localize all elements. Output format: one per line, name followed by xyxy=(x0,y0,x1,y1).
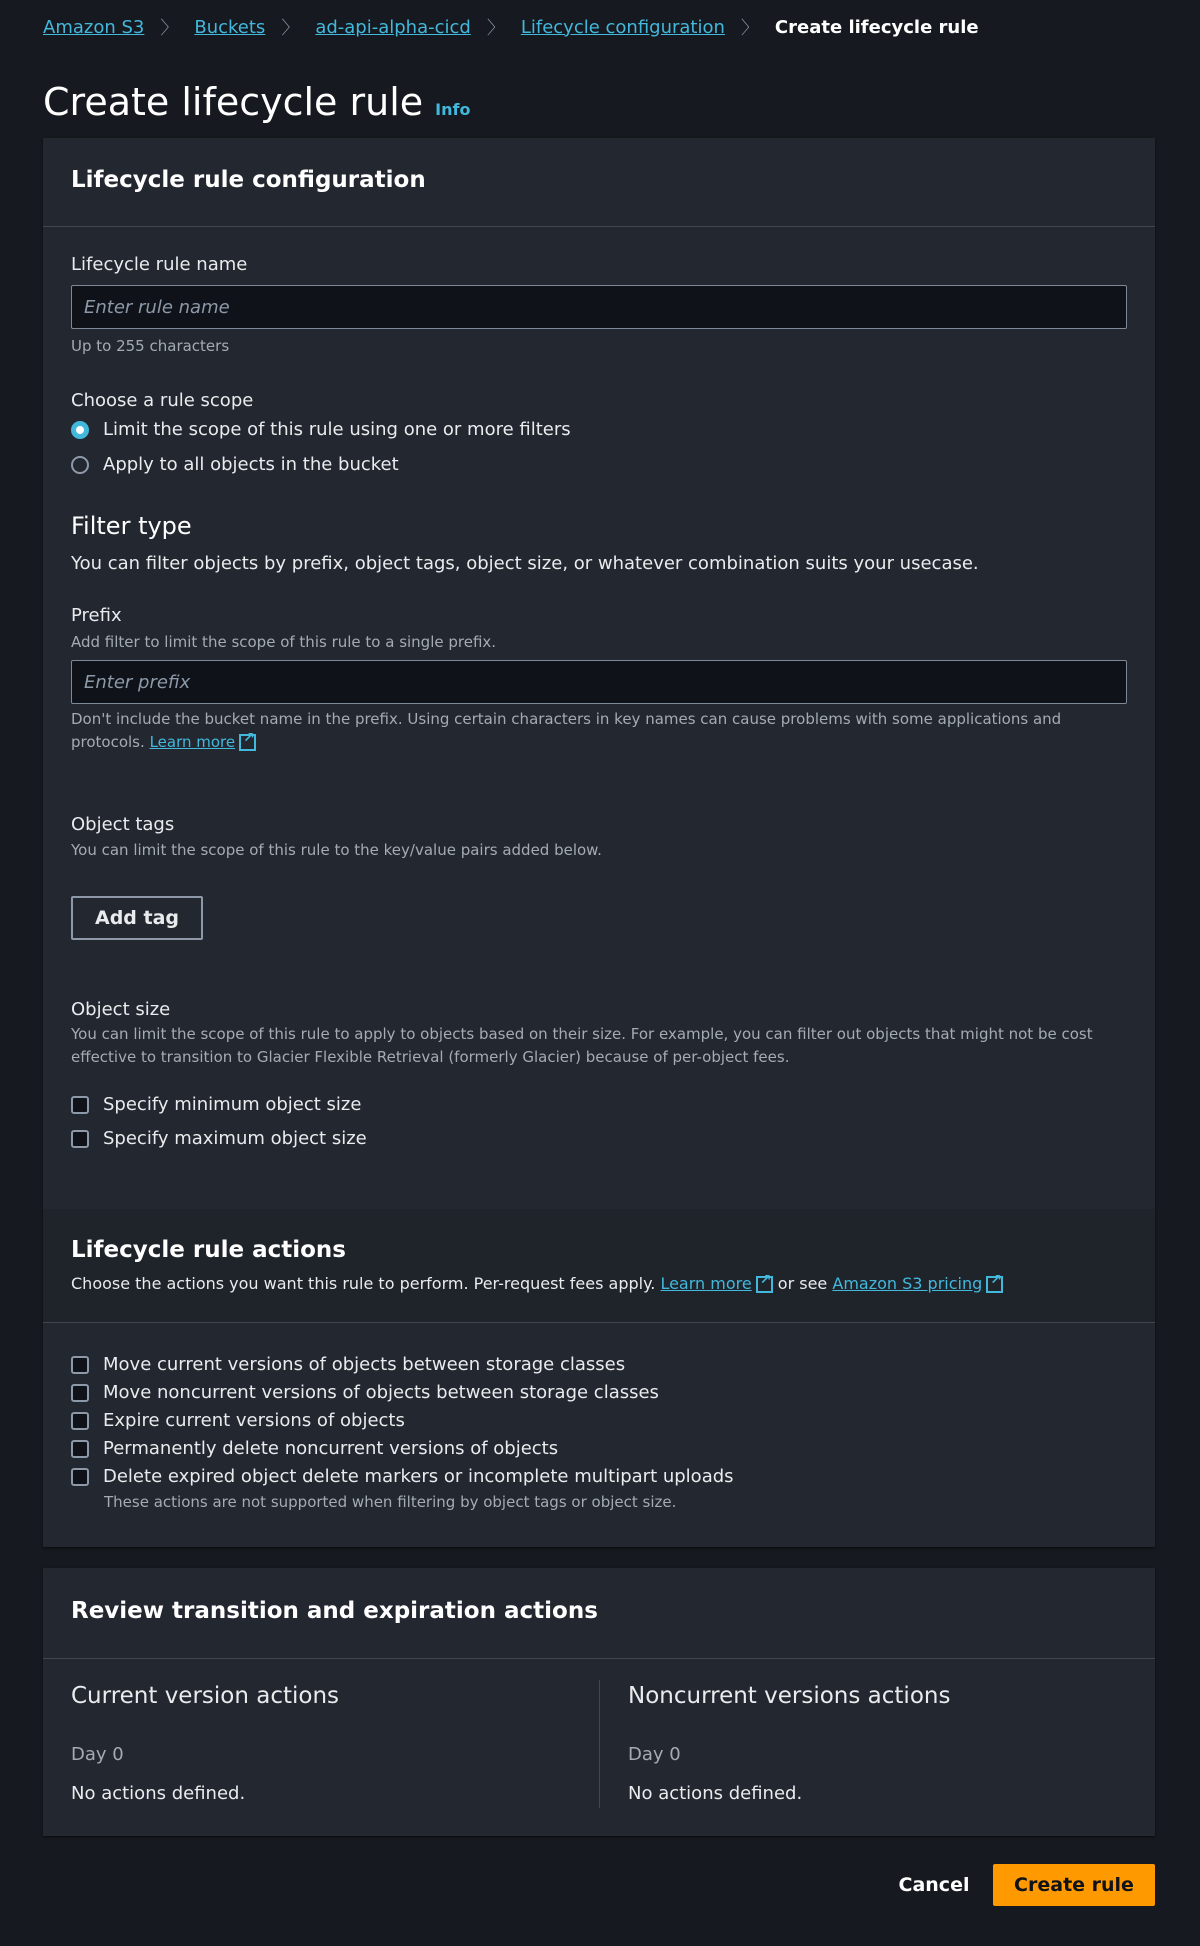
actions-desc xyxy=(71,1274,1003,1293)
checkbox[interactable] xyxy=(71,1384,89,1402)
current-none: No actions defined. xyxy=(71,1783,246,1804)
create-rule-button[interactable]: Create rule xyxy=(993,1864,1155,1906)
breadcrumb xyxy=(43,14,979,40)
or-see-text: or see xyxy=(777,1274,828,1293)
breadcrumb-amazon-s3[interactable]: Amazon S3 xyxy=(43,16,145,38)
lifecycle-config-panel xyxy=(43,138,1155,1547)
checkbox[interactable] xyxy=(71,1130,89,1148)
page-title-text: Create lifecycle rule xyxy=(43,80,424,124)
external-link-icon xyxy=(756,1276,773,1293)
object-tags-sub: You can limit the scope of this rule to the key/value pairs added below. xyxy=(71,841,602,859)
scope-option-filter[interactable] xyxy=(71,419,571,440)
noncurrent-version-title: Noncurrent versions actions xyxy=(628,1683,951,1709)
action-checkbox-1[interactable] xyxy=(71,1354,625,1375)
rule-name-label: Lifecycle rule name xyxy=(71,254,248,275)
learn-more-link[interactable]: Learn more xyxy=(149,733,236,751)
review-panel xyxy=(43,1568,1155,1836)
filter-type-desc: You can filter objects by prefix, object tags, object size, or whatever combination suits your usecase. xyxy=(71,553,979,574)
prefix-note-2 xyxy=(71,733,256,751)
scope-label: Choose a rule scope xyxy=(71,390,254,411)
external-link-icon xyxy=(239,734,256,751)
actions-note: These actions are not supported when filtering by object tags or object size. xyxy=(104,1493,677,1511)
breadcrumb-lifecycle[interactable]: Lifecycle configuration xyxy=(520,16,725,38)
column-divider xyxy=(599,1680,600,1808)
actions-header xyxy=(43,1209,1155,1322)
object-size-desc: You can limit the scope of this rule to apply to objects based on their size. For example, you can filter out objects that might not be cost xyxy=(71,1025,1093,1043)
external-link-icon xyxy=(986,1276,1003,1293)
prefix-sub: Add filter to limit the scope of this rule to a single prefix. xyxy=(71,633,497,651)
chevron-right-icon: 〉 xyxy=(160,18,179,39)
desc-text: Choose the actions you want this rule to perform. Per-request fees apply. xyxy=(71,1274,656,1293)
action-checkbox-4[interactable] xyxy=(71,1438,558,1459)
checkbox[interactable] xyxy=(71,1096,89,1114)
breadcrumb-buckets[interactable]: Buckets xyxy=(194,16,266,38)
checkbox[interactable] xyxy=(71,1356,89,1374)
noncurrent-none: No actions defined. xyxy=(628,1783,803,1804)
cancel-button[interactable]: Cancel xyxy=(890,1864,978,1906)
checkbox-label: Expire current versions of objects xyxy=(103,1410,405,1431)
pricing-link[interactable]: Amazon S3 pricing xyxy=(832,1274,983,1293)
action-checkbox-3[interactable] xyxy=(71,1410,405,1431)
checkbox[interactable] xyxy=(71,1412,89,1430)
checkbox-label: Permanently delete noncurrent versions of objects xyxy=(103,1438,559,1459)
divider xyxy=(43,1658,1155,1659)
object-size-label: Object size xyxy=(71,999,171,1020)
info-link[interactable]: Info xyxy=(435,100,471,119)
divider xyxy=(43,226,1155,227)
scope-option-all[interactable] xyxy=(71,454,399,475)
add-tag-button[interactable]: Add tag xyxy=(71,896,203,940)
note-text: protocols. xyxy=(71,733,145,751)
current-day: Day 0 xyxy=(71,1744,124,1765)
radio-selected[interactable] xyxy=(71,421,89,439)
config-title: Lifecycle rule configuration xyxy=(71,167,426,193)
action-checkbox-2[interactable] xyxy=(71,1382,659,1403)
prefix-label: Prefix xyxy=(71,605,122,626)
chevron-right-icon: 〉 xyxy=(486,18,505,39)
checkbox[interactable] xyxy=(71,1440,89,1458)
action-checkbox-5[interactable] xyxy=(71,1466,734,1487)
object-tags-label: Object tags xyxy=(71,814,175,835)
checkbox-label: Specify maximum object size xyxy=(103,1128,367,1149)
checkbox[interactable] xyxy=(71,1468,89,1486)
checkbox-label: Move noncurrent versions of objects between storage classes xyxy=(103,1382,659,1403)
min-size-checkbox[interactable] xyxy=(71,1094,361,1115)
breadcrumb-current: Create lifecycle rule xyxy=(774,16,979,38)
rule-name-hint: Up to 255 characters xyxy=(71,337,230,355)
divider xyxy=(43,1322,1155,1323)
checkbox-label: Move current versions of objects between storage classes xyxy=(103,1354,626,1375)
checkbox-label: Specify minimum object size xyxy=(103,1094,362,1115)
option-label: Apply to all objects in the bucket xyxy=(103,454,399,475)
prefix-note: Don't include the bucket name in the prefix. Using certain characters in key names can cause problems with some applications and xyxy=(71,710,1062,728)
prefix-input[interactable] xyxy=(71,660,1127,704)
chevron-right-icon: 〉 xyxy=(740,18,759,39)
radio[interactable] xyxy=(71,456,89,474)
chevron-right-icon: 〉 xyxy=(281,18,300,39)
current-version-title: Current version actions xyxy=(71,1683,340,1709)
review-title: Review transition and expiration actions xyxy=(71,1598,598,1624)
option-label: Limit the scope of this rule using one or more filters xyxy=(103,419,571,440)
page-title xyxy=(43,80,470,124)
checkbox-label: Delete expired object delete markers or incomplete multipart uploads xyxy=(103,1466,734,1487)
filter-type-title: Filter type xyxy=(71,512,192,540)
object-size-desc-2: effective to transition to Glacier Flexible Retrieval (formerly Glacier) because of per-object fees. xyxy=(71,1048,790,1066)
max-size-checkbox[interactable] xyxy=(71,1128,367,1149)
noncurrent-day: Day 0 xyxy=(628,1744,681,1765)
actions-title: Lifecycle rule actions xyxy=(71,1237,347,1263)
learn-more-link[interactable]: Learn more xyxy=(660,1274,752,1293)
breadcrumb-bucket[interactable]: ad-api-alpha-cicd xyxy=(315,16,471,38)
rule-name-input[interactable] xyxy=(71,285,1127,329)
